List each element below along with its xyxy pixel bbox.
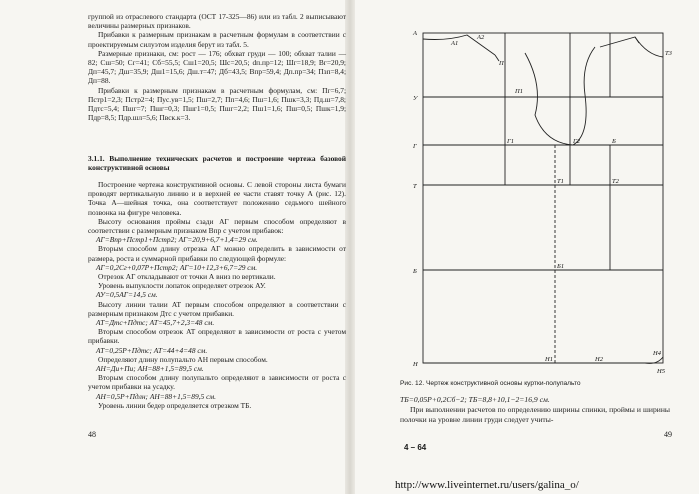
- label-G2: Г2: [573, 138, 580, 145]
- paragraph: Прибавки к размерным признакам в расчетным формулам в соответствии с проектируемым силуэтом изделия берут из табл. 5.: [88, 30, 346, 49]
- label-G1: Г1: [507, 138, 514, 145]
- label-U: У: [413, 95, 418, 102]
- label-P: П: [499, 60, 504, 67]
- paragraph: Размерные признаки, см: рост — 176; обхват груди — 100; обхват талии — 82; Сш=50; Сг=41; Сб=55,5; Сш1=20,5; Шс=20,5; dп.пр=12; Шг=18,9; Вг=20,9; Дп=45,7; Дш=35,9; Дш1=15,6; Дш.т=47; Дб=43,5; Впр=59,4; Дп.пр=34; Пзп=8,4; Дп=88.: [88, 48, 346, 86]
- paragraph: АТ=Дтс+Пдтс; АТ=45,7+2,3=48 см.: [96, 318, 215, 328]
- left-intro-text: [88, 12, 346, 122]
- paragraph: АН=0,5Р+Пдлн; АН=88+1,5=89,5 см.: [96, 391, 216, 401]
- book-gutter: [345, 0, 355, 494]
- label-N4: Н4: [653, 350, 661, 357]
- section-heading: 3.1.1. Выполнение технических расчетов и построение чертежа базовой конструктивной основы: [88, 154, 346, 173]
- paragraph: Высоту основания проймы сзади АГ первым способом определяют в соответствии с размерным признаком Впр с учетом прибавок:: [88, 216, 346, 236]
- label-N5: Н5: [657, 368, 665, 375]
- paragraph: Вторым способом длину отрезка АГ можно определить в зависимости от размера, роста и суммарной прибавки по следующей формуле:: [88, 244, 346, 263]
- printer-signature: 4 – 64: [404, 443, 427, 452]
- section-heading-block: [88, 150, 346, 175]
- source-url: http://www.liveinternet.ru/users/galina_o/: [395, 479, 579, 491]
- paragraph: Вторым способом длину полупальто определяют в зависимости от роста с учетом прибавки на усадку.: [88, 373, 346, 392]
- label-B: Б: [413, 268, 417, 275]
- paragraph: Отрезок АГ откладывают от точки А вниз по вертикали.: [98, 272, 276, 282]
- right-paragraph: При выполнении расчетов по определению ширины спинки, проймы и ширины полочки на уровне линии груди следует учиты-: [400, 405, 670, 424]
- figure-caption: Рис. 12. Чертеж конструктивной основы куртки-полупальто: [400, 380, 581, 387]
- pattern-drawing: [395, 25, 685, 380]
- label-A1: А1: [451, 40, 459, 47]
- label-N1: Н1: [545, 356, 553, 363]
- label-P1: П1: [515, 88, 523, 95]
- paragraph: АУ=0,5АГ=14,5 см.: [96, 290, 158, 300]
- frame-outline: [423, 33, 663, 363]
- label-B-front: Б: [612, 138, 616, 145]
- right-text: [400, 395, 670, 425]
- paragraph: Прибавки к размерным признакам в расчетным формулам, см: Пг=6,7; Пстр1=2,3; Пстр2=4; Пус.ув=1,5; Пш=2,7; Пп=4,6; Пш=1,6; Пшк=3,3; Пд.ш=7,8; Пдтс=5,4; Пшг=7; Пшг=0,3; Пшг1=0,5; Пшг=2,2; Пш1=1,6; Пш=0,5; Пшк=1,9; Пдр=8,5; Пдр.шл=5,6; Пвск.к=3.: [88, 85, 346, 123]
- paragraph: АН=Ди+Пи; АН=88+1,5=89,5 см.: [96, 364, 204, 374]
- paragraph: Уровень выпуклости лопаток определяет отрезок АУ.: [98, 281, 266, 291]
- paragraph: Высоту линии талии АТ первым способом определяют в соответствии с размерным признаком Дтс с учетом прибавки.: [88, 299, 346, 318]
- label-T1: Т1: [557, 178, 564, 185]
- paragraph: Уровень линии бедер определяется отрезком ТБ.: [98, 400, 252, 410]
- paragraph: АГ=0,2Сг+0,07Р+Пстр2; АГ=10+12,3+6,7=29 см.: [96, 262, 258, 272]
- left-body-text: [88, 180, 346, 410]
- label-N: Н: [413, 361, 418, 368]
- page-number-right: 49: [664, 430, 672, 439]
- paragraph: группой из отраслевого стандарта (ОСТ 17-325—86) или из табл. 2 выписывают величины размерных признаков.: [88, 12, 346, 31]
- tb-formula: ТБ=0,05Р+0,2Сб−2; ТБ=8,8+10,1−2=16,9 см.: [400, 395, 550, 404]
- label-T: Т: [413, 183, 417, 190]
- label-G: Г: [413, 143, 417, 150]
- label-N2: Н2: [595, 356, 603, 363]
- label-A2: А2: [477, 34, 485, 41]
- paragraph: Построение чертежа конструктивной основы. С левой стороны листа бумаги проводят вертикальную линию и в верхней ее части ставят точку А (рис. 12). Точка А—шейная точка, она соответствует положению седьмого шейного позвонка на фигуре человека.: [88, 180, 346, 217]
- paragraph: АТ=0,25Р+Пдтс; АТ=44+4=48 см.: [96, 345, 208, 355]
- paragraph: АГ=Впр+Пстр1+Пстр2; АГ=20,9+6,7+1,4=29 см.: [96, 235, 258, 245]
- paragraph: Определяют длину полупальто АН первым способом.: [98, 354, 268, 364]
- paragraph: Вторым способом отрезок АТ определяют в зависимости от роста с учетом прибавки.: [88, 327, 346, 346]
- label-T3: Т3: [665, 50, 672, 57]
- page-number-left: 48: [88, 430, 96, 439]
- label-A: А: [413, 30, 417, 37]
- label-B1: Б1: [557, 263, 565, 270]
- label-T2: Т2: [612, 178, 619, 185]
